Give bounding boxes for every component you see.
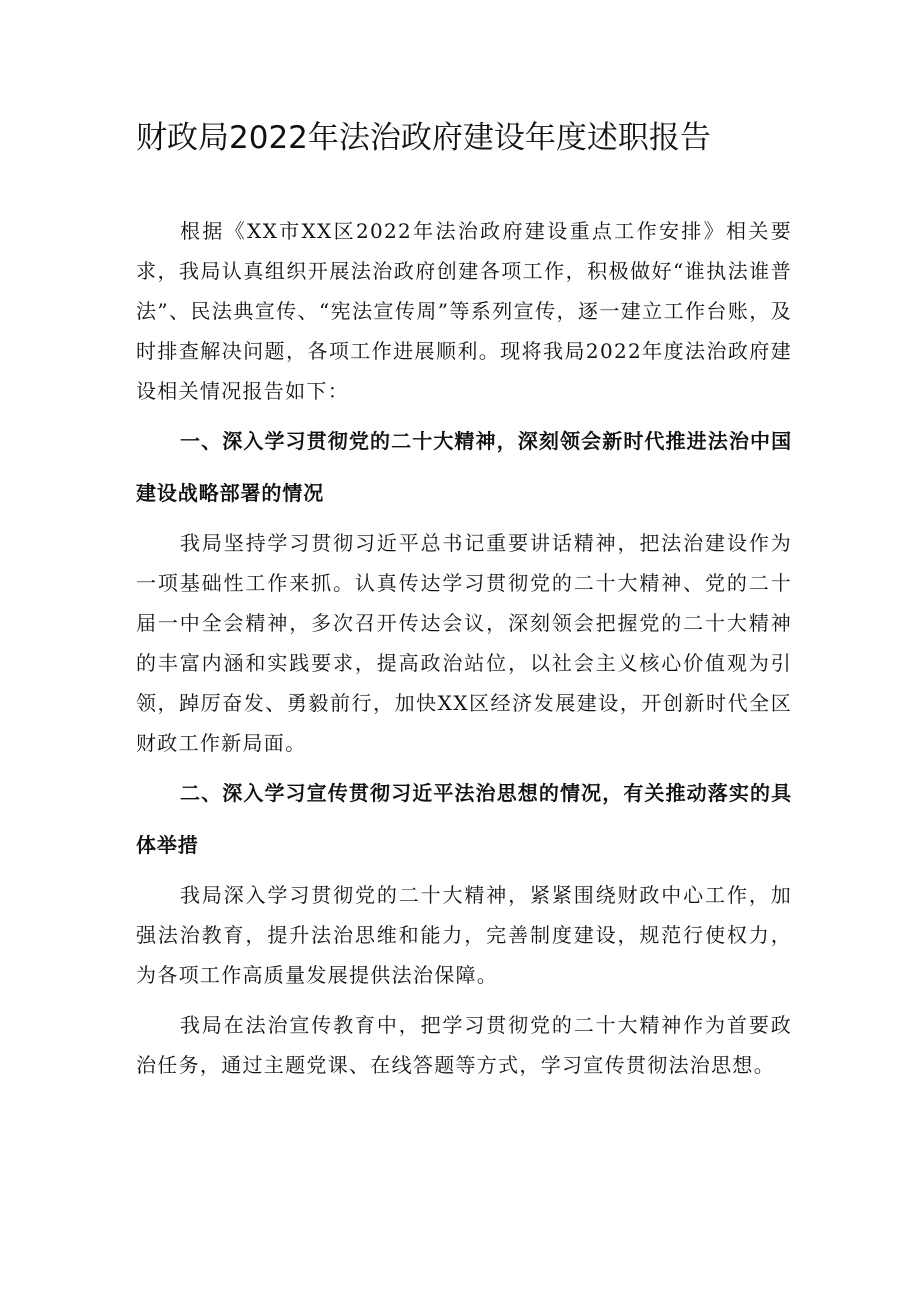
document-title: 财政局2022年法治政府建设年度述职报告 — [136, 120, 711, 156]
section-2-paragraph-1: 我局深入学习贯彻党的二十大精神，紧紧围绕财政中心工作，加强法治教育，提升法治思维和能力，完善制度建设，规范行使权力，为各项工作高质量发展提供法治保障。 — [136, 883, 792, 987]
section-2-heading: 二、深入学习宣传贯彻习近平法治思想的情况，有关推动落实的具体举措 — [136, 781, 792, 857]
section-1-paragraph: 我局坚持学习贯彻习近平总书记重要讲话精神，把法治建设作为一项基础性工作来抓。认真传达学习贯彻党的二十大精神、党的二十届一中全会精神，多次召开传达会议，深刻领会把握党的二十大精神的丰富内涵和实践要求，提高政治站位，以社会主义核心价值观为引领，踔厉奋发、勇毅前行，加快XX区经济发展建设，开创新时代全区财政工作新局面。 — [136, 531, 792, 755]
section-2-paragraph-2: 我局在法治宣传教育中，把学习贯彻党的二十大精神作为首要政治任务，通过主题党课、在线答题等方式，学习宣传贯彻法治思想。 — [136, 1013, 792, 1077]
intro-paragraph: 根据《XX市XX区2022年法治政府建设重点工作安排》相关要求，我局认真组织开展法治政府创建各项工作，积极做好“谁执法谁普法”、民法典宣传、“宪法宣传周”等系列宣传，逐一建立工作台账，及时排查解决问题，各项工作进展顺利。现将我局2022年度法治政府建设相关情况报告如下： — [136, 219, 792, 403]
section-1-heading: 一、深入学习贯彻党的二十大精神，深刻领会新时代推进法治中国建设战略部署的情况 — [136, 429, 792, 505]
document-body — [136, 211, 792, 1085]
